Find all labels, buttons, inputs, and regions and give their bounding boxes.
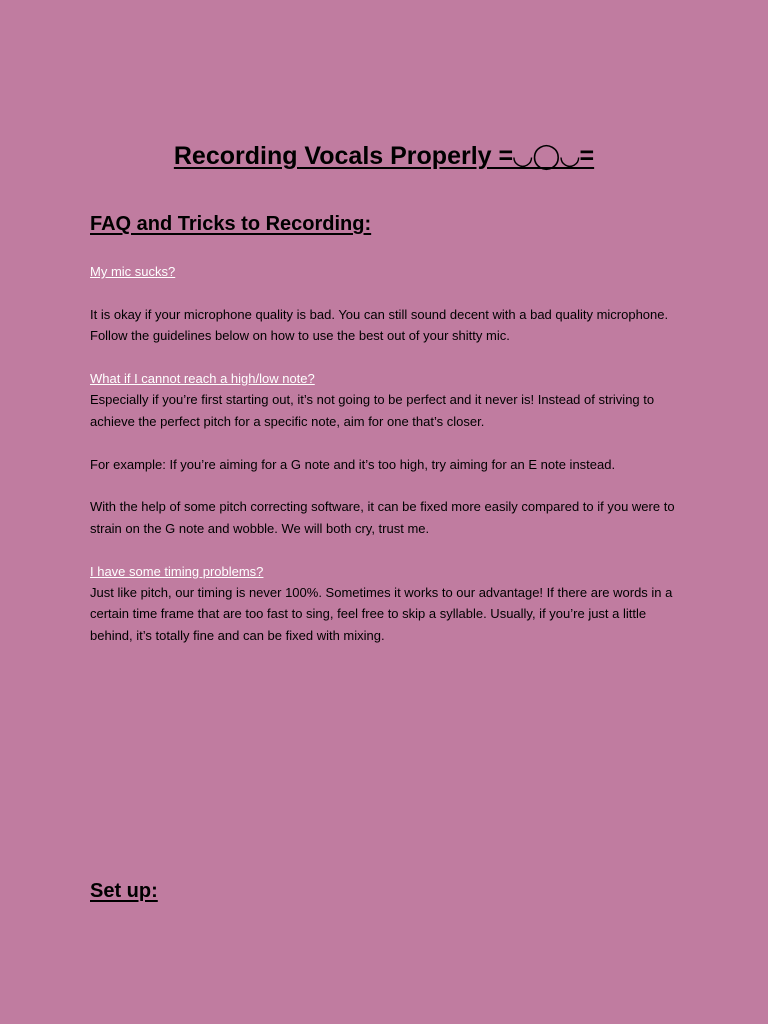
faq-question-mic: My mic sucks? (90, 264, 176, 279)
spacer (90, 432, 690, 453)
spacer (90, 282, 690, 303)
spacer (90, 539, 690, 560)
document-title: Recording Vocals Properly =◡◯◡= (173, 142, 595, 170)
faq-question-timing: I have some timing problems? (90, 563, 264, 579)
spacer (90, 475, 690, 496)
faq-question-note: What if I cannot reach a high/low note? (90, 371, 315, 386)
setup-heading: Set up: (90, 880, 158, 902)
faq-heading: FAQ and Tricks to Recording: (90, 213, 372, 235)
faq-answer-note: Especially if you’re first starting out, it’s not going to be perfect and it never is! Instead of striving to achieve the perfect pitch for a specific note, aim for one that’s closer. (90, 392, 655, 429)
faq-answer-timing: Just like pitch, our timing is never 100%. Sometimes it works to our advantage! If there are words in a certain time frame that are too fast to sing, feel free to skip a syllable. Usually, if you’re just a little behind, it’s totally fine and can be fixed with mixing. (90, 585, 673, 643)
faq-content (90, 261, 690, 646)
faq-answer-mic: It is okay if your microphone quality is bad. You can still sound decent with a bad quality microphone. Follow the guidelines below on how to use the best out of your shitty mic. (90, 306, 669, 344)
spacer (90, 347, 690, 368)
faq-example-note: For example: If you’re aiming for a G note and it’s too high, try aiming for an E note instead. (90, 456, 616, 472)
faq-pitch-software: With the help of some pitch correcting software, it can be fixed more easily compared to if you were to strain on the G note and wobble. We will both cry, trust me. (90, 499, 675, 536)
